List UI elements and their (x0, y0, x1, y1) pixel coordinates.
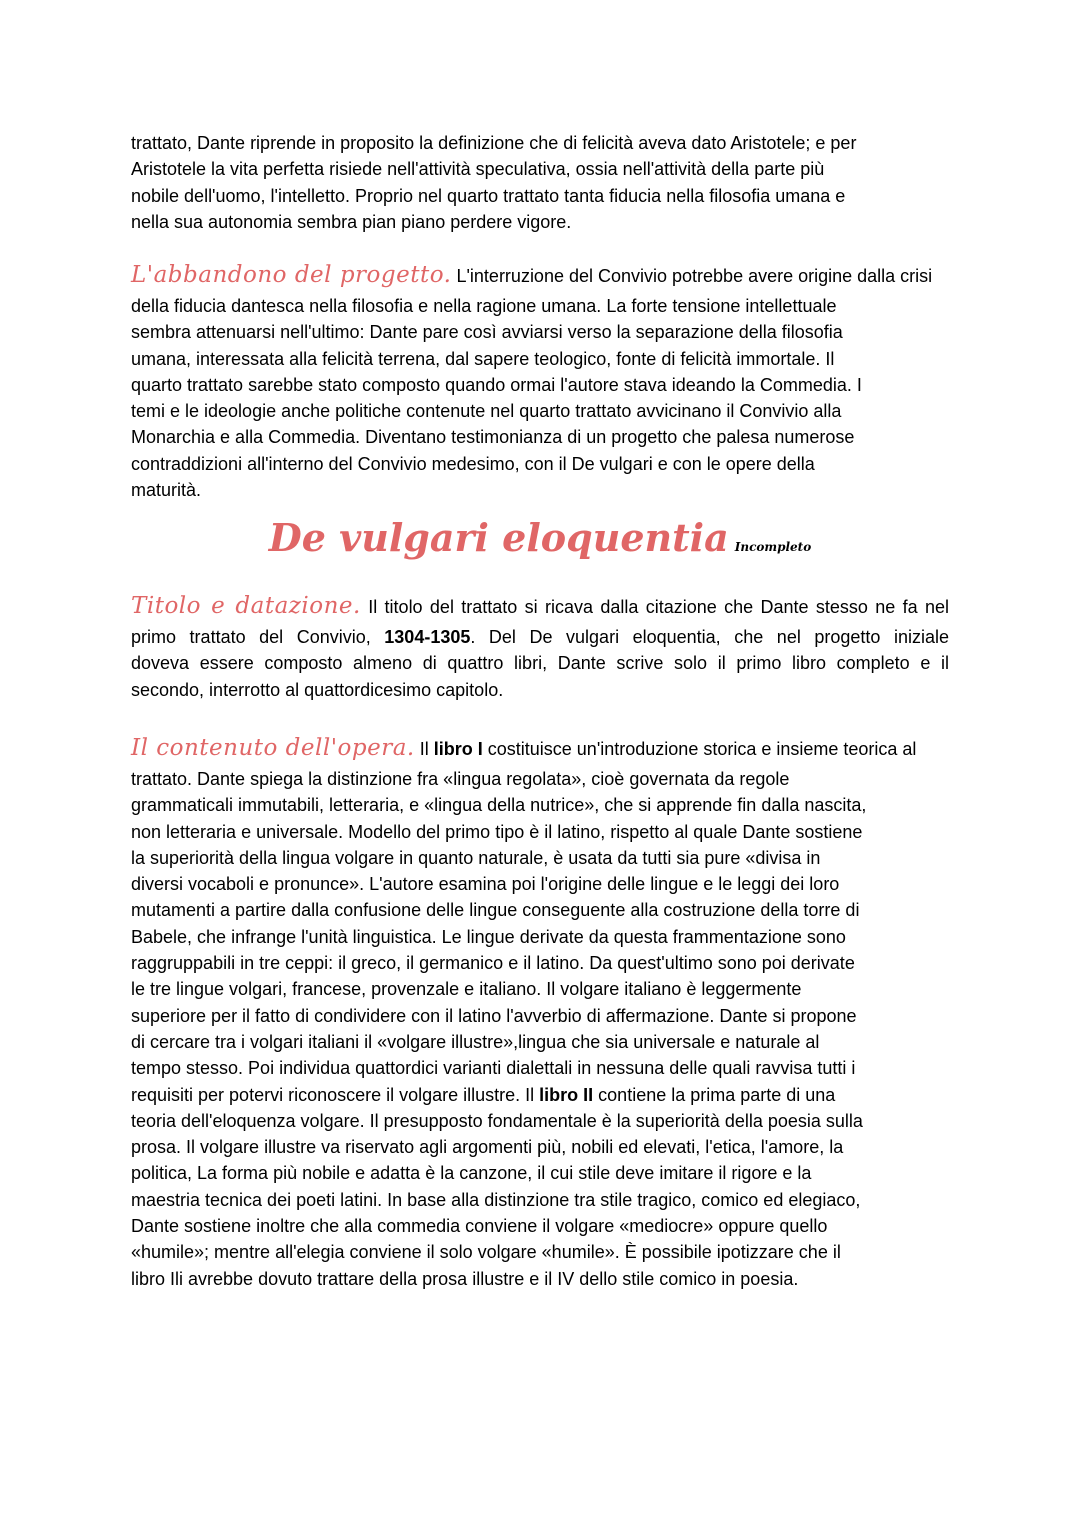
text-run: doveva essere composto almeno di quattro libri, Dante scrive solo il primo libro completo e il (131, 653, 949, 674)
text-run: non letteraria e universale. Modello del primo tipo è il latino, rispetto al quale Dante sostiene (131, 821, 863, 842)
text-run: trattato, Dante riprende in proposito la definizione che di felicità aveva dato Aristotele; e per (131, 133, 857, 153)
paragraph-heading: L'abbandono del progetto. (131, 262, 452, 288)
bold-text: 1304-1305 (384, 627, 471, 647)
text-run: Dante sostiene inoltre che alla commedia conviene il volgare «mediocre» oppure quello (131, 1216, 828, 1237)
text-run: tempo stesso. Poi individua quattordici varianti dialettali in nessuna delle quali ravvisa tutti i (131, 1058, 856, 1079)
text-line (131, 209, 949, 235)
text-run: trattato. Dante spiega la distinzione fra «lingua regolata», cioè governata da regole (131, 769, 790, 789)
paragraph-heading: Titolo e datazione. (131, 593, 361, 619)
text-run: . Del De vulgari eloquentia, che nel progetto iniziale (470, 627, 949, 647)
text-line (131, 1003, 949, 1029)
text-run: Aristotele la vita perfetta risiede nell'attività speculativa, ossia nell'attività della parte più (131, 159, 825, 180)
text-line (131, 976, 949, 1002)
text-line (131, 650, 949, 676)
text-line (131, 677, 949, 703)
text-run: maestria tecnica dei poeti latini. In base alla distinzione tra stile tragico, comico ed elegiaco, (131, 1189, 861, 1210)
text-line (131, 588, 949, 624)
text-run: nobile dell'uomo, l'intelletto. Proprio nel quarto trattato tanta fiducia nella filosofia umana e (131, 185, 846, 206)
title-main: De vulgari eloquentia (268, 515, 729, 560)
text-line (131, 897, 949, 923)
text-run: la superiorità della lingua volgare in quanto naturale, è usata da tutti sia pure «divisa in (131, 847, 821, 868)
text-run: secondo, interrotto al quattordicesimo capitolo. (131, 679, 504, 700)
text-run: umana, interessata alla felicità terrena, dal sapere teologico, fonte di felicità immortale. Il (131, 348, 835, 369)
section-title (0, 515, 1080, 560)
text-line (131, 130, 949, 156)
text-run: L'interruzione del Convivio potrebbe avere origine dalla crisi (451, 266, 933, 286)
text-line (131, 924, 949, 950)
text-run: prosa. Il volgare illustre va riservato agli argomenti più, nobili ed elevati, l'etica, l'amore, la (131, 1137, 844, 1158)
text-line (131, 845, 949, 871)
text-line (131, 766, 949, 792)
text-run: temi e le ideologie anche politiche contenute nel quarto trattato avvicinano il Convivio alla (131, 401, 842, 422)
text-run: le tre lingue volgari, francese, provenzale e italiano. Il volgare italiano è leggermente (131, 979, 802, 1000)
paragraph-heading: Il contenuto dell'opera. (131, 735, 415, 761)
text-line (131, 1160, 949, 1186)
text-line (131, 398, 949, 424)
text-run: diversi vocaboli e pronunce». L'autore esamina poi l'origine delle lingue e le leggi dei loro (131, 874, 840, 895)
text-run: teoria dell'eloquenza volgare. Il presupposto fondamentale è la superiorità della poesia sulla (131, 1110, 863, 1131)
text-run: Il titolo del trattato si ricava dalla citazione che Dante stesso ne fa nel (360, 597, 949, 617)
text-line (131, 1055, 949, 1081)
text-line (131, 950, 949, 976)
text-run: superiore per il fatto di condividere con il latino l'avverbio di affermazione. Dante si propone (131, 1005, 857, 1026)
text-line (131, 1029, 949, 1055)
text-run: grammaticali immutabili, letteraria, e «lingua della nutrice», che si apprende fin dalla nascita, (131, 795, 867, 816)
text-run: primo trattato del Convivio, (131, 627, 385, 647)
text-run: Il (414, 739, 434, 759)
text-run: di cercare tra i volgari italiani il «volgare illustre»,lingua che sia universale e naturale al (131, 1031, 820, 1052)
text-run: mutamenti a partire dalla confusione delle lingue conseguente alla costruzione della torre di (131, 900, 860, 921)
paragraph-aristotele (131, 130, 949, 235)
text-line (131, 319, 949, 345)
text-run: contraddizioni all'interno del Convivio medesimo, con il De vulgari e con le opere della (131, 453, 815, 474)
text-line (131, 1082, 949, 1108)
text-line (131, 183, 949, 209)
text-line (131, 257, 949, 293)
text-run: raggruppabili in tre ceppi: il greco, il germanico e il latino. Da quest'ultimo sono poi derivate (131, 953, 855, 974)
text-line (131, 1266, 949, 1292)
text-run: della fiducia dantesca nella filosofia e nella ragione umana. La forte tensione intellettuale (131, 296, 837, 316)
text-line (131, 293, 949, 319)
text-line (131, 871, 949, 897)
text-line (131, 819, 949, 845)
text-line (131, 156, 949, 182)
paragraph-contenuto-opera (131, 730, 949, 1292)
text-line (131, 1187, 949, 1213)
text-line (131, 424, 949, 450)
text-line (131, 1239, 949, 1265)
text-run: libro Ili avrebbe dovuto trattare della prosa illustre e il IV dello stile comico in poesia. (131, 1268, 799, 1289)
text-run: nella sua autonomia sembra pian piano perdere vigore. (131, 211, 572, 232)
text-run: contiene la prima parte di una (593, 1084, 836, 1105)
paragraph-titolo-datazione (131, 588, 949, 703)
title-note: Incompleto (734, 540, 812, 554)
text-line (131, 624, 949, 650)
text-run: costituisce un'introduzione storica e insieme teorica al (482, 739, 917, 759)
text-line (131, 730, 949, 766)
text-line (131, 1213, 949, 1239)
text-run: requisiti per potervi riconoscere il volgare illustre. Il (131, 1084, 540, 1105)
text-run: maturità. (131, 480, 202, 501)
text-line (131, 372, 949, 398)
text-line (131, 346, 949, 372)
text-line (131, 792, 949, 818)
text-line (131, 451, 949, 477)
text-run: «humile»; mentre all'elegia conviene il solo volgare «humile». È possibile ipotizzare che il (131, 1242, 841, 1263)
text-line (131, 1134, 949, 1160)
text-run: politica, La forma più nobile e adatta è la canzone, il cui stile deve imitare il rigore e la (131, 1163, 812, 1184)
bold-text: libro I (433, 739, 483, 759)
text-run: quarto trattato sarebbe stato composto quando ormai l'autore stava ideando la Commedia. I (131, 374, 862, 395)
paragraph-abbandono-progetto (131, 257, 949, 503)
text-run: Babele, che infrange l'unità linguistica. Le lingue derivate da questa frammentazione sono (131, 926, 846, 947)
bold-text: libro II (539, 1084, 594, 1105)
text-line (131, 477, 949, 503)
text-run: sembra attenuarsi nell'ultimo: Dante pare così avviarsi verso la separazione della filosofia (131, 322, 843, 343)
text-run: Monarchia e alla Commedia. Diventano testimonianza di un progetto che palesa numerose (131, 427, 855, 448)
text-line (131, 1108, 949, 1134)
